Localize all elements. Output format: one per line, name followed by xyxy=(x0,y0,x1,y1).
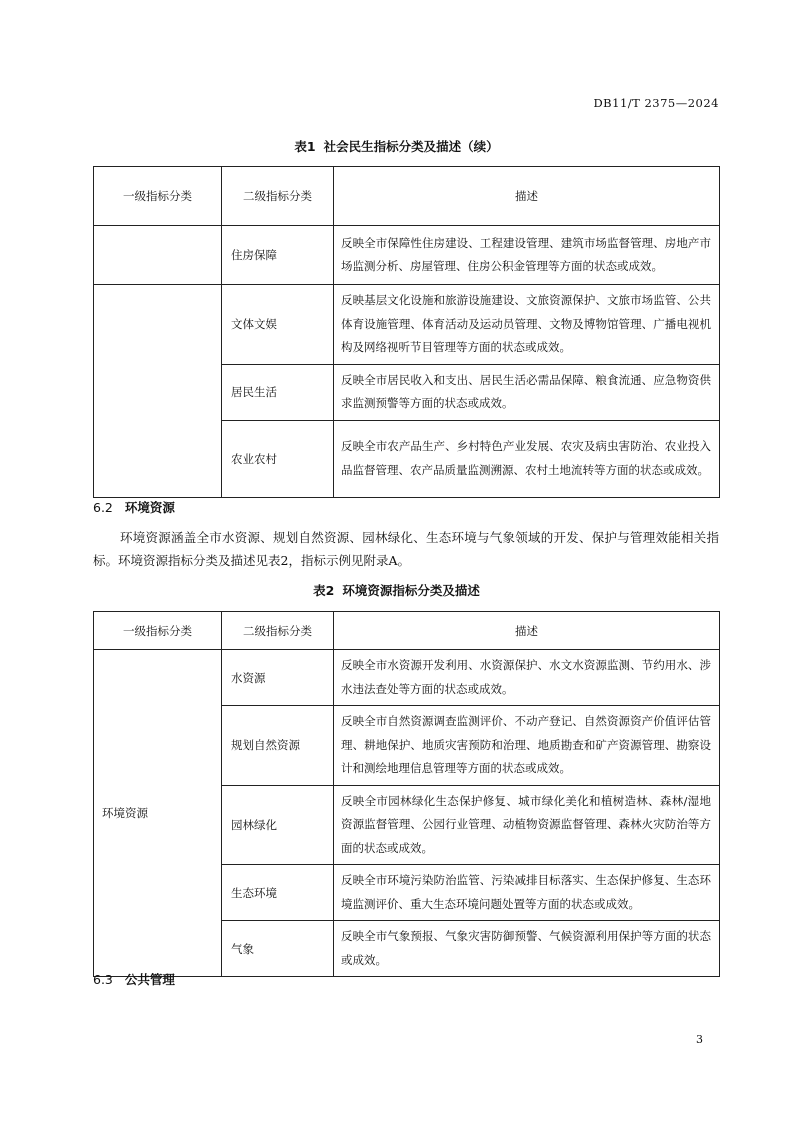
table2 xyxy=(93,611,720,977)
level2-cell: 气象 xyxy=(222,921,334,977)
desc-cell: 反映全市自然资源调查监测评价、不动产登记、自然资源资产价值评估管理、耕地保护、地质灾害预防和治理、地质勘查和矿产资源管理、勘察设计和测绘地理信息管理等方面的状态或成效。 xyxy=(334,706,720,786)
table2-caption-title: 环境资源指标分类及描述 xyxy=(342,583,480,598)
level2-cell: 农业农村 xyxy=(222,420,334,497)
table-row xyxy=(94,650,720,706)
level2-cell: 园林绿化 xyxy=(222,785,334,865)
page-number: 3 xyxy=(696,1033,703,1046)
desc-cell: 反映基层文化设施和旅游设施建设、文旅资源保护、文旅市场监管、公共体育设施管理、体育活动及运动员管理、文物及博物馆管理、广播电视机构及网络视听节目管理等方面的状态或成效。 xyxy=(334,285,720,365)
section-6-2-paragraph: 环境资源涵盖全市水资源、规划自然资源、园林绿化、生态环境与气象领域的开发、保护与管理效能相关指标。环境资源指标分类及描述见表2，指标示例见附录A。 xyxy=(93,530,719,568)
header-cell: 一级指标分类 xyxy=(94,612,222,650)
desc-cell: 反映全市水资源开发利用、水资源保护、水文水资源监测、节约用水、涉水违法查处等方面的状态或成效。 xyxy=(334,650,720,706)
section-number: 6.2 xyxy=(93,500,113,515)
desc-cell: 反映全市保障性住房建设、工程建设管理、建筑市场监督管理、房地产市场监测分析、房屋管理、住房公积金管理等方面的状态或成效。 xyxy=(334,226,720,285)
level2-cell: 住房保障 xyxy=(222,226,334,285)
level1-cell: 环境资源 xyxy=(94,650,222,977)
header-cell: 一级指标分类 xyxy=(94,167,222,226)
header-cell: 描述 xyxy=(334,612,720,650)
table1-caption-title: 社会民生指标分类及描述（续） xyxy=(323,139,499,154)
level2-cell: 生态环境 xyxy=(222,865,334,921)
table1-caption-label: 表1 xyxy=(294,139,316,154)
level1-cell xyxy=(94,226,222,285)
level2-cell: 居民生活 xyxy=(222,364,334,420)
standard-code: DB11/T 2375—2024 xyxy=(593,96,719,110)
table-header-row xyxy=(94,612,720,650)
table-row xyxy=(94,226,720,285)
table2-caption xyxy=(0,581,793,599)
level1-cell xyxy=(94,285,222,498)
section-number: 6.3 xyxy=(93,972,113,987)
desc-cell: 反映全市园林绿化生态保护修复、城市绿化美化和植树造林、森林/湿地资源监督管理、公园行业管理、动植物资源监督管理、森林火灾防治等方面的状态或成效。 xyxy=(334,785,720,865)
table1-caption xyxy=(0,137,793,155)
desc-cell: 反映全市气象预报、气象灾害防御预警、气候资源利用保护等方面的状态或成效。 xyxy=(334,921,720,977)
desc-cell: 反映全市居民收入和支出、居民生活必需品保障、粮食流通、应急物资供求监测预警等方面的状态或成效。 xyxy=(334,364,720,420)
desc-cell: 反映全市农产品生产、乡村特色产业发展、农灾及病虫害防治、农业投入品监督管理、农产品质量监测溯源、农村土地流转等方面的状态或成效。 xyxy=(334,420,720,497)
table1 xyxy=(93,166,720,498)
section-6-2-heading xyxy=(93,498,175,516)
level2-cell: 水资源 xyxy=(222,650,334,706)
table2-caption-label: 表2 xyxy=(313,583,335,598)
table-row xyxy=(94,285,720,365)
header-cell: 二级指标分类 xyxy=(222,167,334,226)
section-title: 环境资源 xyxy=(124,500,175,515)
section-title: 公共管理 xyxy=(124,972,175,987)
desc-cell: 反映全市环境污染防治监管、污染减排目标落实、生态保护修复、生态环境监测评价、重大生态环境问题处置等方面的状态或成效。 xyxy=(334,865,720,921)
level2-cell: 规划自然资源 xyxy=(222,706,334,786)
header-cell: 描述 xyxy=(334,167,720,226)
level2-cell: 文体文娱 xyxy=(222,285,334,365)
header-cell: 二级指标分类 xyxy=(222,612,334,650)
table-header-row xyxy=(94,167,720,226)
section-6-3-heading xyxy=(93,970,175,988)
